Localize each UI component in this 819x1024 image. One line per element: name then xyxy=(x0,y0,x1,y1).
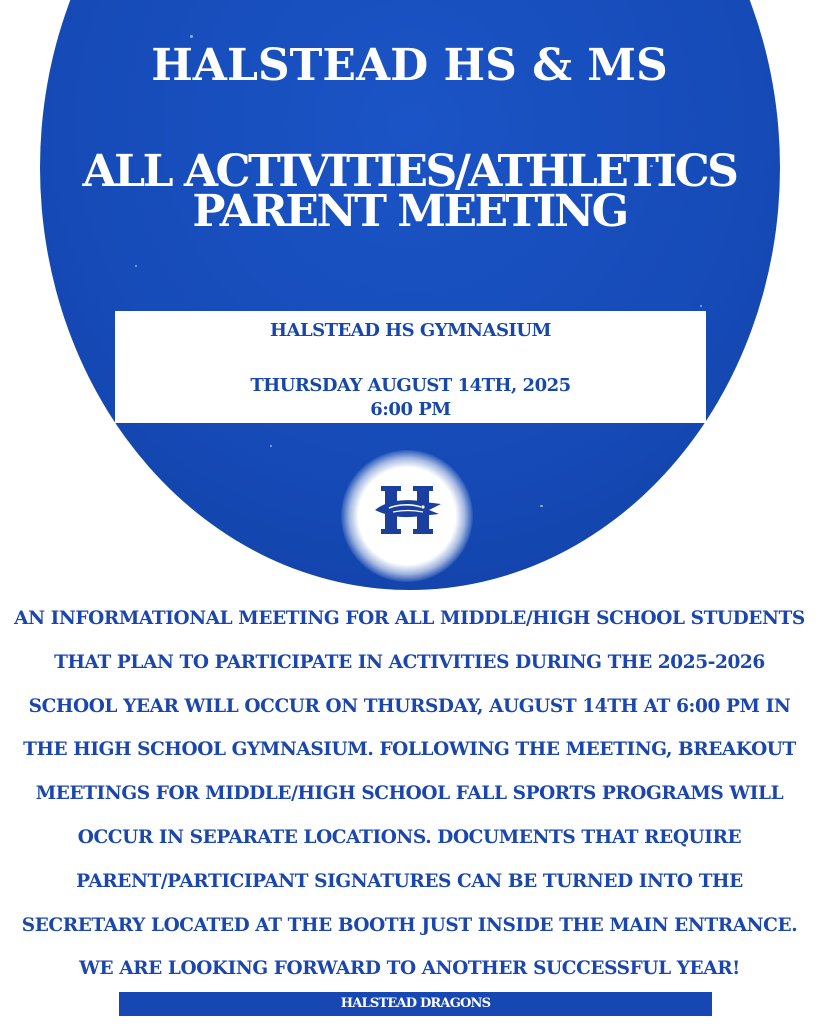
venue-text: HALSTEAD HS GYMNASIUM xyxy=(270,320,551,341)
paragraph-line: OCCUR IN SEPARATE LOCATIONS. DOCUMENTS THAT REQUIRE xyxy=(77,826,742,848)
school-title: HALSTEAD HS & MS xyxy=(151,40,668,91)
paragraph-line: SCHOOL YEAR WILL OCCUR ON THURSDAY, AUGUST 14TH AT 6:00 PM IN xyxy=(28,695,791,717)
time-text: 6:00 PM xyxy=(370,399,451,420)
footer-banner: HALSTEAD DRAGONS xyxy=(119,992,712,1016)
date-text: THURSDAY AUGUST 14TH, 2025 xyxy=(250,375,571,396)
paragraph-line: PARENT/PARTICIPANT SIGNATURES CAN BE TURNED INTO THE xyxy=(76,870,743,892)
halstead-h-dragon-logo-icon xyxy=(367,480,447,540)
event-title-line-1: ALL ACTIVITIES/ATHLETICS xyxy=(82,146,737,197)
announcement-paragraph xyxy=(0,597,819,991)
paragraph-line: AN INFORMATIONAL MEETING FOR ALL MIDDLE/HIGH SCHOOL STUDENTS xyxy=(14,608,805,629)
paragraph-line: THAT PLAN TO PARTICIPATE IN ACTIVITIES DURING THE 2025-2026 xyxy=(54,651,765,673)
event-title xyxy=(0,146,819,237)
event-title-line-2: PARENT MEETING xyxy=(192,186,627,237)
paragraph-line: THE HIGH SCHOOL GYMNASIUM. FOLLOWING THE MEETING, BREAKOUT xyxy=(23,739,796,761)
paragraph-line: SECRETARY LOCATED AT THE BOOTH JUST INSIDE THE MAIN ENTRANCE. xyxy=(21,914,798,936)
logo-badge xyxy=(341,450,473,582)
event-details-box xyxy=(115,311,706,423)
paragraph-line: MEETINGS FOR MIDDLE/HIGH SCHOOL FALL SPORTS PROGRAMS WILL xyxy=(35,783,784,805)
paragraph-line: WE ARE LOOKING FORWARD TO ANOTHER SUCCESSFUL YEAR! xyxy=(79,958,740,980)
